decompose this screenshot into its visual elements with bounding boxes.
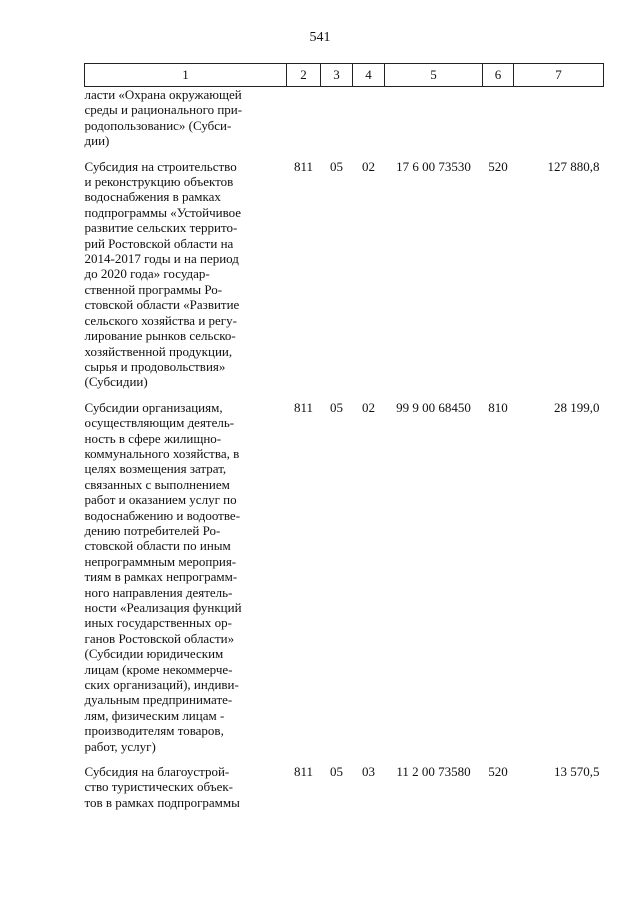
row-subsection-code: 03 <box>362 764 375 780</box>
table-row <box>85 159 604 400</box>
row-section-code <box>321 87 353 159</box>
budget-table <box>84 63 604 810</box>
column-header-2: 2 <box>287 64 321 87</box>
row-expense-type: 810 <box>488 399 508 415</box>
row-section-code: 05 <box>330 764 343 780</box>
row-expense-type <box>483 87 514 159</box>
row-expense-type: 520 <box>488 158 508 174</box>
row-ministry-code: 811 <box>293 158 314 174</box>
row-description: Субсидия на благоустрой- ство туристических объек- тов в рамках подпрограммы <box>84 764 240 810</box>
row-section-code: 05 <box>330 399 343 415</box>
row-section-code: 05 <box>330 158 343 174</box>
row-amount: 28 199,0 <box>554 399 600 415</box>
row-subsection-code <box>353 87 385 159</box>
row-description: ласти «Охрана окружающей среды и рационального при- родопользованиc» (Субси- дии) <box>84 87 243 149</box>
page-number: 541 <box>309 30 331 45</box>
row-subsection-code: 02 <box>362 399 375 415</box>
table-row <box>85 764 604 810</box>
table-row <box>85 87 604 159</box>
row-target-article: 17 6 00 73530 <box>396 158 471 174</box>
row-amount <box>514 87 604 159</box>
row-ministry-code <box>287 87 321 159</box>
column-header-5: 5 <box>385 64 483 87</box>
row-expense-type: 520 <box>488 764 508 780</box>
row-target-article <box>385 87 483 159</box>
row-amount: 127 880,8 <box>547 158 600 174</box>
column-header-3: 3 <box>321 64 353 87</box>
row-description: Субсидия на строительство и реконструкцию объектов водоснабжения в рамках подпрограммы «Устойчивое развитие сельских террито- рий Ростовской области на 2014-2017 годы и на период до 2020 года» государ- ственной программы Ро- стовской области «Развитие сельского хозяйства и регу- лирование рынков сельско- хозяйственной продукции, сырья и продовольствия» (Субсидии) <box>84 158 242 390</box>
row-description: Субсидии организациям, осуществляющим деятель- ность в сфере жилищно- коммунального хозяйства, в целях возмещения затрат, связанных с выполнением работ и оказанием услуг по водоснабжению и водоотве- дению потребителей Ро- стовской области по иным непрограммным мероприя- тиям в рамках непрограмм- ного направления деятель- ности «Реализация функций иных государственных ор- ганов Ростовской области» (Субсидии юридическим лицам (кроме некоммерче- ских организаций), индиви- дуальным предпринимате- лям, физическим лицам - производителям товаров, работ, услуг) <box>84 399 242 754</box>
row-ministry-code: 811 <box>293 764 314 780</box>
row-subsection-code: 02 <box>362 158 375 174</box>
header-row <box>85 64 604 87</box>
table-row <box>85 400 604 764</box>
column-header-7: 7 <box>514 64 604 87</box>
column-header-4: 4 <box>353 64 385 87</box>
row-target-article: 11 2 00 73580 <box>396 764 471 780</box>
row-target-article: 99 9 00 68450 <box>396 399 471 415</box>
row-amount: 13 570,5 <box>554 764 600 780</box>
row-ministry-code: 811 <box>293 399 314 415</box>
column-header-1: 1 <box>85 64 287 87</box>
column-header-6: 6 <box>483 64 514 87</box>
